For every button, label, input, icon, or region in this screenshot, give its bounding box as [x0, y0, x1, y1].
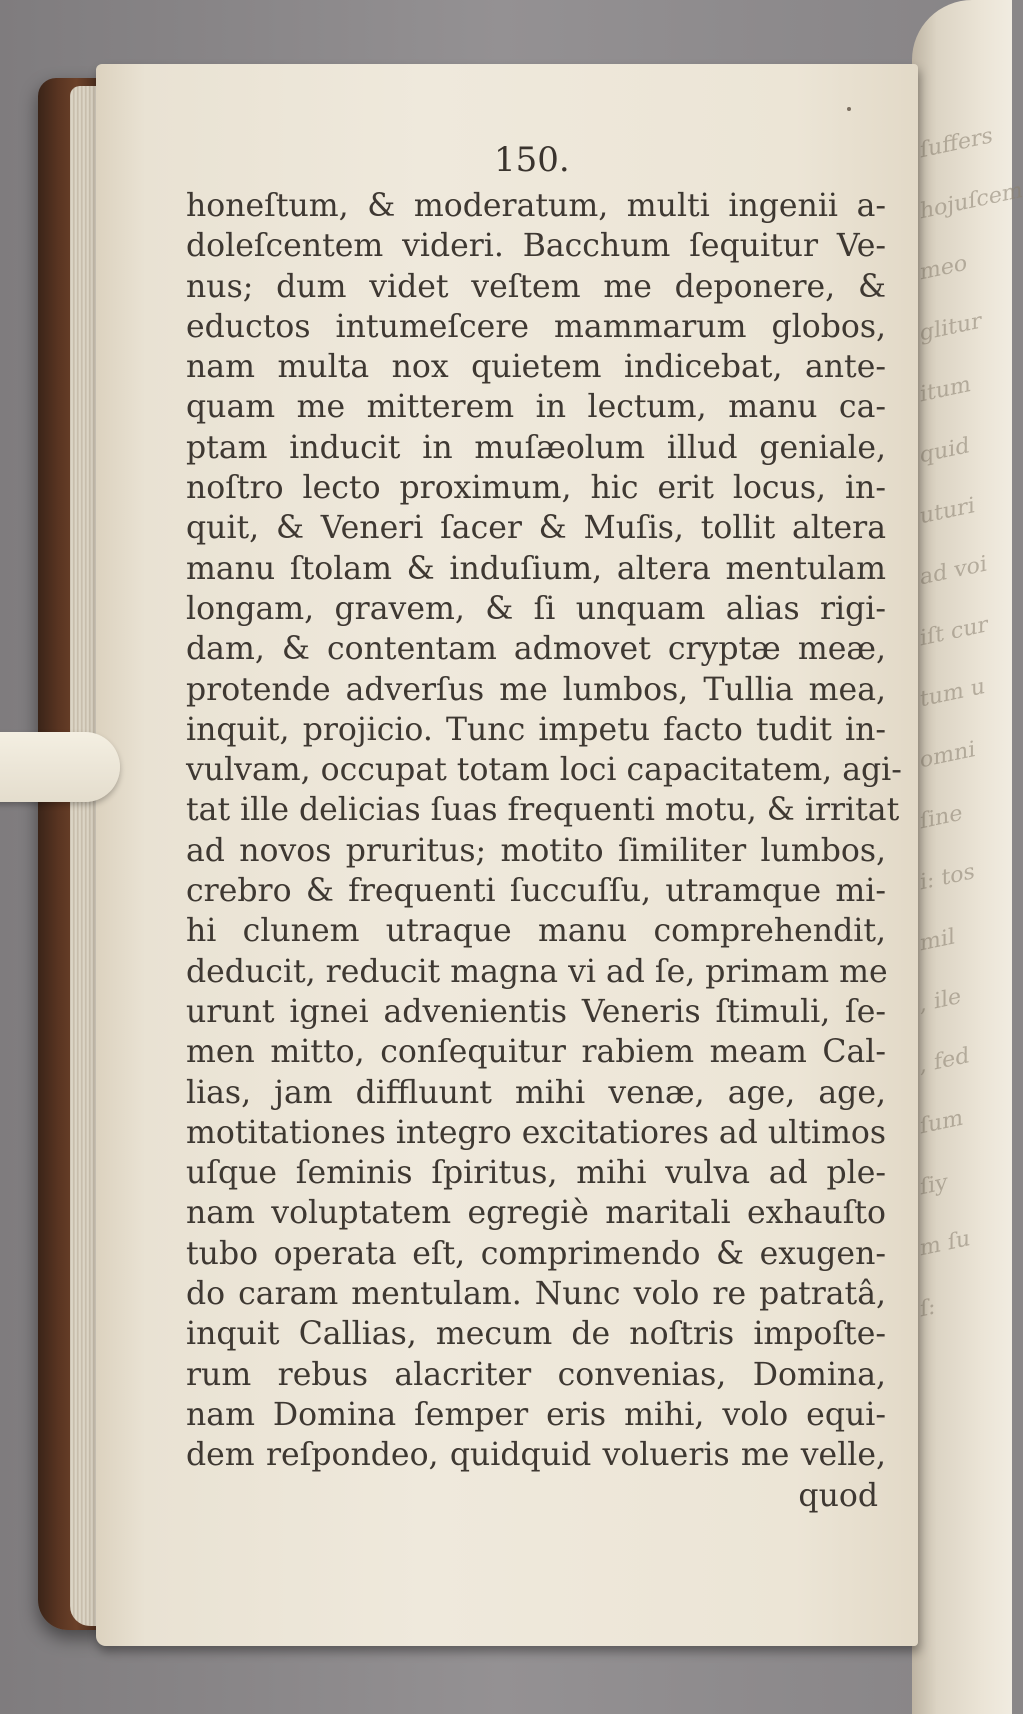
text-line: nam voluptatem egregiè maritali exhauſto	[186, 1195, 886, 1232]
page-number: 150.	[494, 140, 570, 180]
text-line: ad novos pruritus; motito ſimiliter lumbos,	[186, 832, 886, 869]
catchword: quod	[798, 1477, 878, 1514]
text-line: rum rebus alacriter convenias, Domina,	[186, 1356, 886, 1393]
text-line: tubo operata eſt, comprimendo & exugen-	[186, 1235, 886, 1272]
text-line: do caram mentulam. Nunc volo re patratâ,	[186, 1276, 886, 1313]
body-text	[186, 186, 902, 1516]
facing-page-edge	[912, 0, 1023, 1714]
text-line: uſque ſeminis ſpiritus, mihi vulva ad ple-	[186, 1155, 886, 1192]
text-line: hi clunem utraque manu comprehendit,	[186, 913, 886, 950]
text-line: nam multa nox quietem indicebat, ante-	[186, 349, 886, 386]
ink-speck	[847, 107, 851, 111]
text-line: eductos intumeſcere mammarum globos,	[186, 308, 886, 345]
text-line: deducit, reducit magna vi ad ſe, primam me	[186, 953, 888, 990]
text-line: inquit, projicio. Tunc impetu facto tudit in-	[186, 711, 886, 748]
text-line: dem reſpondeo, quidquid volueris me velle,	[186, 1437, 886, 1474]
text-line: manu ſtolam & induſium, altera mentulam	[186, 550, 886, 587]
text-line: protende adverſus me lumbos, Tullia mea,	[186, 671, 886, 708]
text-line: urunt ignei advenientis Veneris ſtimuli, ſe-	[186, 993, 886, 1030]
text-line: men mitto, conſequitur rabiem meam Cal-	[186, 1034, 886, 1071]
page-holder-clip	[0, 732, 120, 802]
text-line: crebro & frequenti ſuccuſſu, utramque mi-	[186, 873, 886, 910]
facing-page-bleed: ſuffers hojuſcem meo glitur itum quid uturi ad voi iſt cur tum u omni ſine i: tos mil , ile , fed ſum ſiy m ſu ſ:	[920, 123, 1023, 1323]
text-line: lias, jam diffluunt mihi venæ, age, age,	[186, 1074, 886, 1111]
text-line: dam, & contentam admovet cryptæ meæ,	[186, 631, 886, 668]
text-line: inquit Callias, mecum de noſtris impoſte-	[186, 1316, 886, 1353]
text-line: quam me mitterem in lectum, manu ca-	[186, 389, 886, 426]
text-line: honeſtum, & moderatum, multi ingenii a-	[186, 188, 886, 224]
text-line: nus; dum videt veſtem me deponere, &	[186, 268, 886, 305]
text-line: quit, & Veneri ſacer & Muſis, tollit altera	[186, 510, 886, 547]
text-line: tat ille delicias ſuas frequenti motu, & irritat	[186, 792, 900, 829]
text-line: doleſcentem videri. Bacchum ſequitur Ve-	[186, 228, 886, 265]
text-line: nam Domina ſemper eris mihi, volo equi-	[186, 1396, 886, 1433]
text-line: vulvam, occupat totam loci capacitatem, agi-	[186, 752, 902, 789]
text-line: noſtro lecto proximum, hic erit locus, in-	[186, 470, 886, 507]
text-line: motitationes integro excitatiores ad ultimos	[186, 1114, 886, 1151]
text-line: longam, gravem, & ſi unquam alias rigi-	[186, 590, 886, 627]
text-line: ptam inducit in muſæolum illud geniale,	[186, 429, 886, 466]
